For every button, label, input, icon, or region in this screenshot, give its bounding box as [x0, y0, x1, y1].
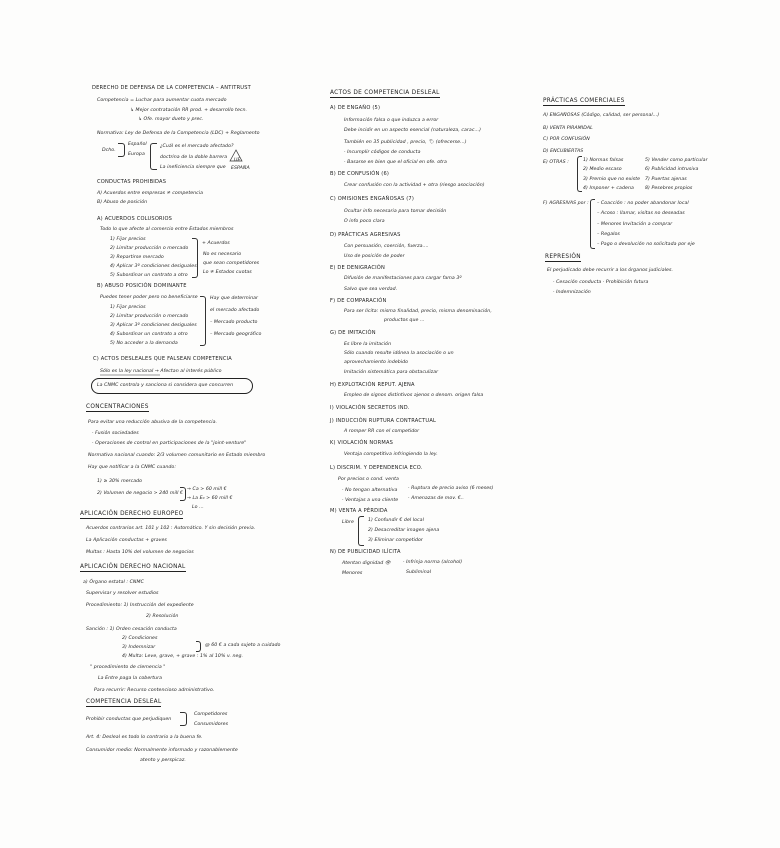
note-line: Atentan dignidad 👁 — [342, 561, 391, 566]
note-line: Multas : Hasta 10% del volumen de negocios — [86, 550, 194, 555]
note-line: Sólo es la ley nacional → Afectan al interés público — [100, 369, 222, 374]
note-line: La Entre paga la cobertura — [98, 676, 163, 681]
note-line: 2) Condiciones — [122, 636, 158, 641]
note-line: O info poco clara — [344, 219, 385, 224]
note-line: 2) Volumen de negocio > 240 mill € — [97, 491, 184, 496]
note-line: → Ca > 60 mill € — [187, 487, 227, 492]
note-line: → La E₀ > 60 mill € — [187, 496, 233, 501]
note-line: 4) Imponer + cadena — [583, 186, 634, 191]
section-heading: D) PRÁCTICAS AGRESIVAS — [330, 232, 401, 238]
note-line: Crear confusión con la actividad + otra (riesgo asociación) — [344, 183, 485, 188]
note-line: La Aplicación conductas + graves — [86, 538, 167, 543]
section-heading: REPRESIÓN — [545, 254, 581, 260]
note-line: ↳ Mejor contratación RR prod. + desarrollo tecn. — [130, 108, 248, 113]
note-line: 1) Fijar precios — [110, 305, 146, 310]
note-line: Uso de posición de poder — [344, 254, 405, 259]
note-line: A) Acuerdos entre empresas ≠ competencia — [97, 191, 204, 196]
section-heading: I) VIOLACIÓN SECRETOS IND. — [330, 405, 410, 411]
note-line: Debe incidir en un aspecto esencial (naturaleza, carac...) — [344, 128, 481, 133]
note-line: 3) Aplicar 3º condiciones desiguales — [110, 323, 197, 328]
note-line: Supervisar y resolver estudios — [86, 591, 159, 596]
note-line: Consumidores — [194, 722, 229, 727]
note-line: 4) Aplicar 3º condiciones desiguales — [110, 264, 197, 269]
section-heading: B) ABUSO POSICIÓN DOMINANTE — [97, 283, 187, 289]
note-line: 4) Subordinar un contrato a otro — [110, 332, 188, 337]
note-line: La ineficiencia siempre que — [160, 165, 226, 170]
section-heading: K) VIOLACIÓN NORMAS — [330, 440, 394, 446]
section-heading: M) VENTA A PÉRDIDA — [330, 508, 388, 514]
note-line: – Mercado producto — [210, 320, 258, 325]
note-line: · Incumplir códigos de conducta — [344, 150, 421, 155]
note-line: 2) Limitar producción o mercado — [110, 314, 189, 319]
note-line: 5) No acceder a la demanda — [110, 341, 178, 346]
note-line: el mercado afectado — [210, 308, 260, 313]
section-heading: E) DE DENIGRACIÓN — [330, 265, 385, 271]
note-line: El perjudicado debe recurrir a los órganos judiciales. — [547, 268, 674, 273]
note-line: Difusión de manifestaciones para cargar fama 3º — [344, 276, 462, 281]
section-heading: A) DE ENGAÑO (5) — [330, 105, 381, 111]
note-line: Menores — [342, 571, 363, 576]
section-heading: C) OMISIONES ENGAÑOSAS (7) — [330, 196, 415, 202]
note-line: · Ventajas a una cliente — [342, 498, 399, 503]
note-line: – Regalos — [597, 232, 620, 237]
note-line: 4) Multa: Leve, grave, + grave : 1% al 10% v. neg. — [122, 654, 244, 659]
note-line: a) Órgano estatal : CNMC — [83, 580, 144, 585]
note-line: 3) Repartirse mercado — [110, 255, 164, 260]
note-line: Salvo que sea verdad. — [344, 287, 398, 292]
section-heading: PRÁCTICAS COMERCIALES — [543, 98, 625, 104]
section-heading: J) INDUCCIÓN RUPTURA CONTRACTUAL — [330, 418, 437, 424]
note-line: Europa — [128, 152, 145, 157]
note-line: Para recurrir: Recurso contencioso administrativo. — [94, 688, 215, 693]
note-line: 2) Resolución — [146, 614, 179, 619]
section-heading: N) DE PUBLICIDAD ILÍCITA — [330, 549, 401, 555]
section-heading: H) EXPLOTACIÓN REPUT. AJENA — [330, 382, 415, 388]
note-line: D) ENCUBIERTAS — [543, 149, 584, 154]
note-line: A romper RR con el competidor — [344, 429, 420, 434]
note-line: ¿Cuál es el mercado afectado? — [160, 144, 234, 149]
section-heading: APLICACIÓN DERECHO EUROPEO — [80, 511, 184, 517]
note-line: – Coacción : no poder abandonar local — [597, 201, 689, 206]
section-heading: APLICACIÓN DERECHO NACIONAL — [80, 564, 186, 570]
note-line: A) ENGAÑOSAS (Código, calidad, ser personal...) — [543, 113, 660, 118]
note-line: Lo ≠ Estados cuotas — [203, 270, 252, 275]
note-line: 7) Puertas ajenas — [645, 177, 687, 182]
note-line: aprovechamiento indebido — [344, 360, 409, 365]
note-line: · Basarse en bien que el oficial en ofe. otra — [344, 160, 447, 165]
note-line: doctrina de la doble barrera — [160, 155, 228, 160]
note-line: · Cesación conducta · Prohibición futura — [553, 280, 649, 285]
note-line: F) AGRESIVAS por : — [543, 201, 589, 206]
note-line: C) POR CONFUSIÓN — [543, 137, 590, 142]
note-line: atento y perspicaz. — [140, 758, 186, 763]
note-line: 2) Medio escaso — [583, 167, 622, 172]
note-line: Puedes tener poder pero no beneficiarse — [100, 295, 198, 300]
note-line: Para evitar una reducción abusiva de la competencia. — [88, 420, 218, 425]
note-line: Consumidor medio: Normalmente informado y razonablemente — [86, 748, 238, 753]
note-line: – Mercado geográfico — [210, 332, 262, 337]
note-line: Normativa: Ley de Defensa de la Competencia (LDC) + Reglamento — [97, 131, 260, 136]
note-line: No es necesario — [203, 252, 242, 257]
note-line: ↳ Ofe. mayor dueto y prec. — [138, 117, 204, 122]
note-line: También en 35 publicidad , precio, 🏷 (ofrecerse...) — [344, 140, 467, 145]
note-line: · Infrinja norma (alcohol) — [403, 560, 463, 565]
note-line: 3) Premio que no existe — [583, 177, 641, 182]
section-heading: C) ACTOS DESLEALES QUE FALSEAN COMPETENCIA — [93, 356, 232, 362]
note-line: Libre — [342, 520, 354, 525]
note-line: 5) Subordinar un contrato a otro — [110, 273, 188, 278]
note-line: Dcho. — [102, 148, 116, 153]
section-heading: COMPETENCIA DESLEAL — [86, 699, 162, 705]
note-line: @ 60 € a cada sujeto a cuidado — [205, 643, 281, 648]
section-heading: DERECHO DE DEFENSA DE LA COMPETENCIA – ANTITRUST — [92, 85, 251, 91]
note-line: " procedimiento de clemencia " — [90, 665, 166, 670]
section-heading: F) DE COMPARACIÓN — [330, 298, 387, 304]
section-heading: B) DE CONFUSIÓN (6) — [330, 171, 390, 177]
note-line: Información falsa o que induzca a error — [344, 118, 439, 123]
note-line: · Indemnización — [553, 290, 591, 295]
note-line: Ventaja competitiva infringiendo la ley. — [344, 452, 438, 457]
note-line: 3) Eliminar competidor — [368, 538, 423, 543]
note-line: Procedimiento: 1) Instrucción del expediente — [86, 603, 194, 608]
note-line: ESPAÑA — [231, 166, 250, 171]
note-line: Competidores — [194, 712, 228, 717]
note-line: 6) Publicidad intrusiva — [645, 167, 699, 172]
note-line: · Fusión sociedades — [92, 431, 139, 436]
note-line: Lo ... — [192, 505, 204, 510]
note-line: E) OTRAS : — [543, 160, 569, 165]
note-line: 1) Confundir € del local — [368, 518, 424, 523]
note-line: · No tengan alternativa — [342, 488, 398, 493]
note-line: 1) ≥ 30% mercado — [97, 479, 143, 484]
note-line: La CNMC controla y sanciona si considera que concurren — [97, 383, 234, 388]
note-line: 3) Indemnizar — [122, 645, 156, 650]
note-line: Acuerdos contrarios art. 101 y 102 : Automático. Y sin decisión previa. — [86, 526, 256, 531]
note-line: · Ruptura de precio aviso (6 meses) — [408, 486, 494, 491]
section-heading: ACTOS DE COMPETENCIA DESLEAL — [330, 90, 440, 96]
note-line: + Acuerdos — [202, 241, 230, 246]
note-line: que sean competidores — [203, 261, 260, 266]
note-line: Hay que determinar — [210, 296, 259, 301]
note-line: – Menores Invitación a comprar — [597, 222, 673, 227]
note-line: Sólo cuando resulte idónea la asociación o un — [344, 351, 454, 356]
note-line: Por precios o cond. venta — [338, 477, 399, 482]
note-line: Subliminal — [406, 570, 432, 575]
note-line: 2) Limitar producción o mercado — [110, 246, 189, 251]
note-line: productos que ... — [384, 318, 425, 323]
section-heading: CONDUCTAS PROHIBIDAS — [97, 179, 167, 185]
note-line: Art. 4: Desleal es todo lo contrario a la buena fe. — [86, 735, 203, 740]
section-heading: A) ACUERDOS COLUSORIOS — [97, 216, 173, 222]
note-line: Todo lo que afecte al comercio entre Estados miembros — [100, 227, 234, 232]
note-line: Imitación sistemática para obstaculizar — [344, 370, 439, 375]
note-line: Prohibir conductas que perjudiquen — [86, 717, 172, 722]
note-line: Hay que notificar a la CNMC cuando: — [88, 465, 176, 470]
note-line: Es libre la imitación — [344, 342, 392, 347]
note-line: B) VENTA PIRAMIDAL — [543, 126, 593, 131]
note-line: Con persuasión, coerción, fuerza.... — [344, 244, 429, 249]
note-line: – Acoso : llamar, visitas no deseadas — [597, 211, 685, 216]
note-line: – Pago o devolución no solicitada por eje — [597, 242, 695, 247]
note-line: 2) Desacreditar imagen ajena — [368, 528, 440, 533]
note-line: Competencia = Luchar para aumentar cuota mercado — [97, 98, 227, 103]
note-line: 1) Fijar precios — [110, 237, 146, 242]
note-line: · Amenazas de mov. €.. — [408, 496, 464, 501]
note-line: · Operaciones de control en participaciones de la "joint-venture" — [92, 441, 247, 446]
note-line: Sanción : 1) Orden cesación conducta — [86, 627, 177, 632]
note-line: Normativa nacional cuando: 2/3 volumen comunitario en Estado miembro — [88, 453, 266, 458]
note-line: B) Abuso de posición — [97, 200, 148, 205]
note-line: 5) Vender como particular — [645, 158, 708, 163]
note-line: Español — [128, 142, 147, 147]
note-line: 1) Normas falsas — [583, 158, 624, 163]
note-line: Para ser lícita: misma finalidad, precio, misma denominación, — [344, 309, 492, 314]
note-line: UE — [234, 158, 241, 163]
section-heading: CONCENTRACIONES — [86, 404, 149, 410]
section-heading: G) DE IMITACIÓN — [330, 330, 376, 336]
section-heading: L) DISCRIM. Y DEPENDENCIA ECO. — [330, 465, 423, 471]
note-line: Empleo de signos distintivos ajenos o denom. origen falsa — [344, 393, 484, 398]
note-line: Ocultar info necesaria para tomar decisión — [344, 209, 447, 214]
note-line: 8) Pesebres propios — [645, 186, 693, 191]
